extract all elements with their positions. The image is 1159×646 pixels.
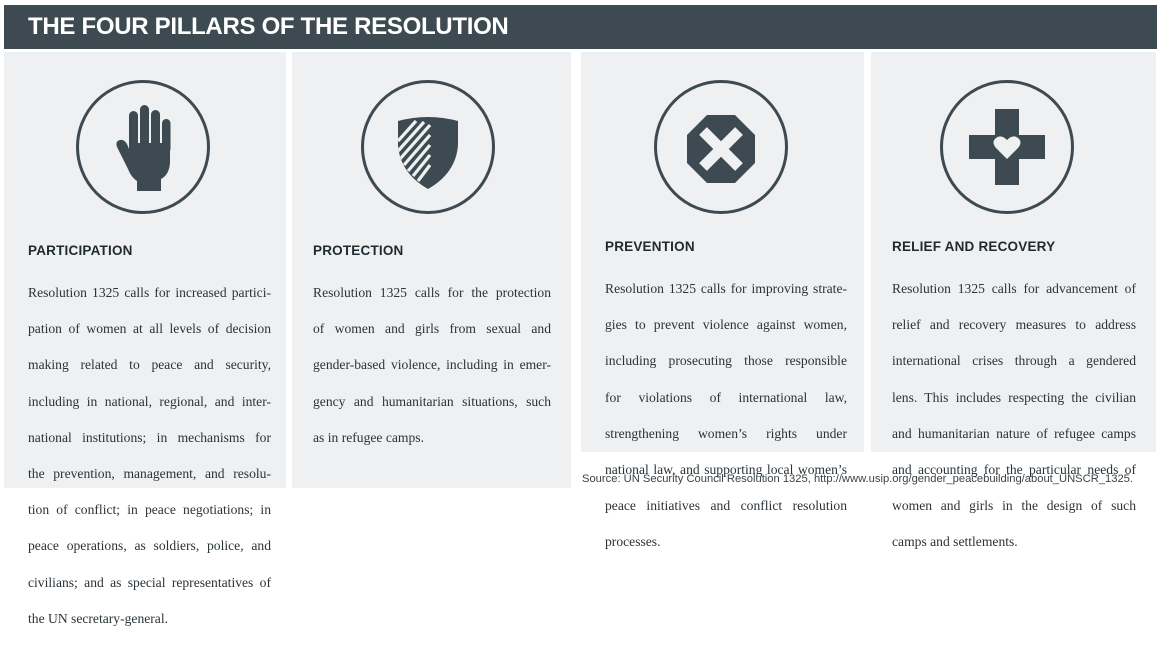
text-line: pation of women at all levels of decision — [28, 321, 271, 337]
source-citation: Source: UN Security Council Resolution 1325, http://www.usip.org/gender_peacebuilding/about_UNSCR_1325. — [582, 473, 1133, 485]
pillar-panel-participation — [4, 52, 286, 626]
text-line: including prosecuting those responsible — [605, 353, 847, 369]
text-line: and accounting for the particular needs of — [892, 462, 1136, 478]
text-line: and humanitarian nature of refugee camps — [892, 425, 1136, 441]
text-line: gency and humanitarian situations, such — [313, 393, 551, 409]
text-line: the prevention, management, and resolu- — [28, 466, 271, 482]
text-line: Resolution 1325 calls for the protection — [313, 285, 551, 301]
pillar-description — [28, 266, 271, 646]
prevention-icon-circle — [654, 80, 788, 214]
shield-icon — [364, 83, 492, 211]
pillar-title: PARTICIPATION — [28, 243, 133, 258]
text-line: relief and recovery measures to address — [892, 317, 1136, 333]
text-line: gender-based violence, including in emer- — [313, 357, 551, 373]
text-line: gies to prevent violence against women, — [605, 317, 847, 333]
text-line: making related to peace and security, — [28, 357, 271, 373]
raised-hand-icon — [79, 83, 207, 211]
pillar-title: RELIEF AND RECOVERY — [892, 239, 1056, 254]
text-line: peace initiatives and conflict resolution — [605, 498, 847, 514]
text-line: strengthening women’s rights under — [605, 425, 847, 441]
text-line: camps and settlements. — [892, 534, 1018, 550]
pillar-panel-relief-and-recovery — [871, 52, 1156, 550]
text-line: national law, and supporting local women’s — [605, 462, 847, 478]
protection-icon-circle — [361, 80, 495, 214]
text-line: as in refugee camps. — [313, 429, 424, 445]
text-line: Resolution 1325 calls for increased partici- — [28, 285, 271, 301]
pillar-title: PROTECTION — [313, 243, 404, 258]
pillar-description — [605, 262, 847, 570]
text-line: of women and girls from sexual and — [313, 321, 551, 337]
text-line: women and girls in the design of such — [892, 498, 1136, 514]
text-line: civilians; and as special representatives of — [28, 574, 271, 590]
header-banner — [4, 5, 1157, 49]
participation-icon-circle — [76, 80, 210, 214]
relief-icon-circle — [940, 80, 1074, 214]
text-line: including in national, regional, and inter- — [28, 393, 271, 409]
pillar-description — [313, 266, 551, 465]
text-line: national institutions; in mechanisms for — [28, 429, 271, 445]
cross-heart-icon — [943, 83, 1071, 211]
text-line: Resolution 1325 calls for improving strate- — [605, 281, 847, 297]
text-line: tion of conflict; in peace negotiations; in — [28, 502, 271, 518]
text-line: international crises through a gendered — [892, 353, 1136, 369]
text-line: for violations of international law, — [605, 389, 847, 405]
pillar-title: PREVENTION — [605, 239, 695, 254]
pillar-description — [892, 262, 1136, 570]
stop-x-icon — [657, 83, 785, 211]
pillar-panel-protection — [292, 52, 571, 488]
text-line: the UN secretary-general. — [28, 610, 169, 626]
text-line: processes. — [605, 534, 661, 550]
text-line: lens. This includes respecting the civilian — [892, 389, 1136, 405]
page-title: THE FOUR PILLARS OF THE RESOLUTION — [28, 13, 509, 40]
text-line: peace operations, as soldiers, police, and — [28, 538, 271, 554]
text-line: Resolution 1325 calls for advancement of — [892, 281, 1136, 297]
